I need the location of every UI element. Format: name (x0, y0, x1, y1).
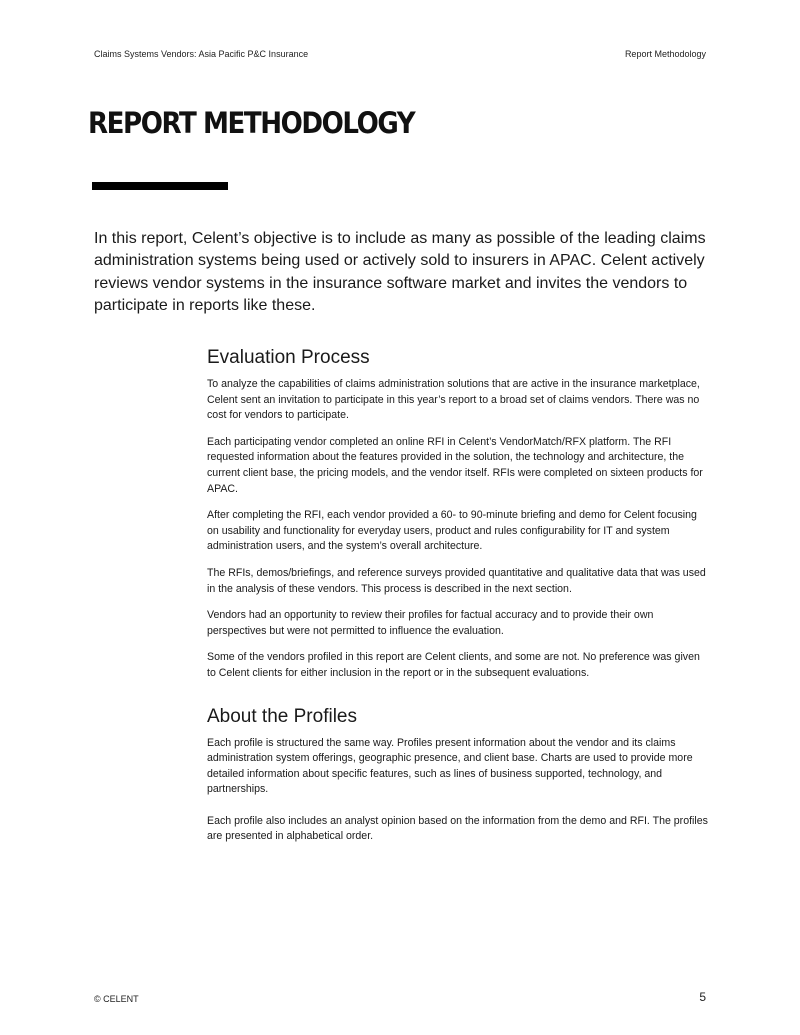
section-spacer (207, 693, 709, 706)
body-content (207, 347, 709, 856)
running-header-section: Report Methodology (624, 49, 706, 59)
evaluation-paragraph: After completing the RFI, each vendor provided a 60- to 90-minute briefing and demo for Celent focusing on usability and functionality for everyday users, product and rules configurability for IT and system administration users, and the system’s overall architecture. (207, 509, 697, 553)
evaluation-paragraph: To analyze the capabilities of claims administration solutions that are active in the insurance marketplace, Celent sent an invitation to participate in this year’s report to a broad set of claims vendors. There was no cost for vendors to participate. (207, 378, 700, 422)
footer-copyright: © CELENT (94, 994, 139, 1004)
evaluation-paragraph: Some of the vendors profiled in this report are Celent clients, and some are not. No preference was given to Celent clients for either inclusion in the report or in the subsequent evaluations. (207, 651, 700, 679)
evaluation-paragraph: The RFIs, demos/briefings, and reference surveys provided quantitative and qualitative data that was used in the analysis of these vendors. This process is described in the next section. (207, 566, 706, 595)
page-number: 5 (699, 990, 706, 1004)
profiles-paragraph: Each profile is structured the same way. Profiles present information about the vendor and its claims administration system offerings, geographic presence, and client base. Charts are used to provide more detailed information about specific features, such as lines of business supported, technology, and partnerships. (207, 736, 693, 796)
title-rule (92, 182, 228, 190)
evaluation-paragraph: Each participating vendor completed an online RFI in Celent’s VendorMatch/RFX platform. The RFI requested information about the features provided in the solution, the technology and architecture, the current client base, the pricing models, and the vendor itself. RFIs were completed on sixteen products for APAC. (207, 435, 703, 495)
intro-paragraph: In this report, Celent’s objective is to include as many as possible of the leading claims administration systems being used or actively sold to insurers in APAC. Celent actively reviews vendor systems in the insurance software market and invites the vendors to participate in reports like these. (94, 230, 706, 314)
evaluation-heading: Evaluation Process (207, 347, 370, 368)
page-title: REPORT METHODOLOGY (88, 106, 415, 140)
profiles-paragraph: Each profile also includes an analyst opinion based on the information from the demo and RFI. The profiles are presented in alphabetical order. (207, 814, 708, 843)
profiles-heading: About the Profiles (207, 705, 357, 727)
evaluation-paragraph: Vendors had an opportunity to review their profiles for factual accuracy and to provide their own perspectives but were not permitted to influence the evaluation. (207, 609, 654, 637)
running-header-title: Claims Systems Vendors: Asia Pacific P&C Insurance (94, 49, 309, 59)
